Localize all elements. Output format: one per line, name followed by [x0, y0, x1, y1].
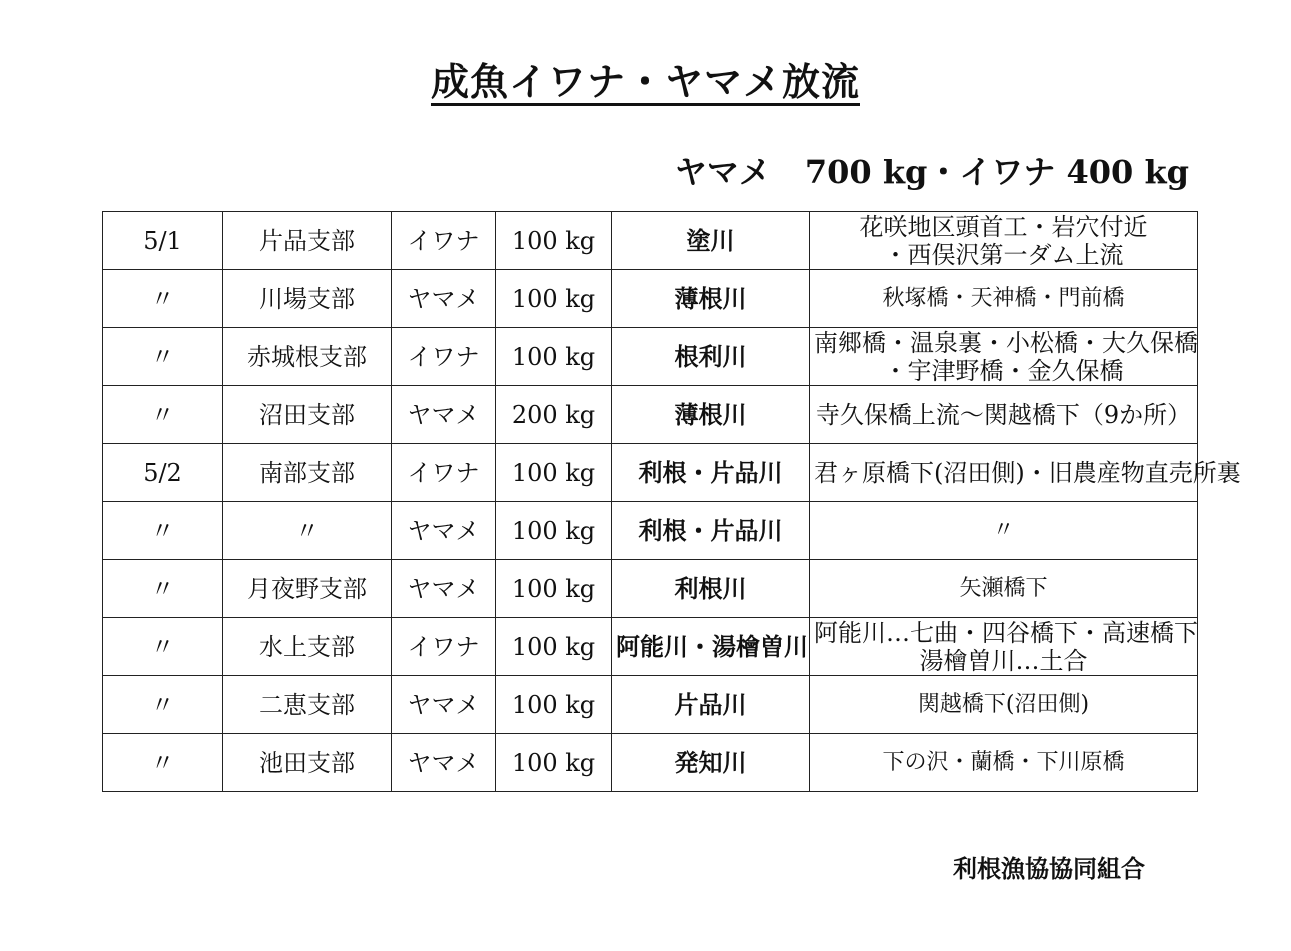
location-line: 君ヶ原橋下(沼田側)・旧農産物直売所裏	[814, 458, 1241, 487]
date-cell: 5/2	[103, 444, 223, 502]
weight-cell: 100 kg	[496, 734, 612, 792]
location-line: 南郷橋・温泉裏・小松橋・大久保橋	[814, 328, 1198, 357]
location-cell	[810, 618, 1198, 676]
branch-cell: 赤城根支部	[223, 328, 392, 386]
weight-cell: 100 kg	[496, 676, 612, 734]
release-table-body	[103, 212, 1241, 792]
table-row	[103, 270, 1198, 328]
date-cell: 5/1	[103, 212, 223, 270]
species-cell: イワナ	[392, 444, 496, 502]
location-cell	[810, 502, 1198, 560]
location-cell	[810, 560, 1198, 618]
table-row	[103, 502, 1198, 560]
species-cell: ヤマメ	[392, 734, 496, 792]
location-line: 花咲地区頭首工・岩穴付近	[859, 212, 1148, 241]
species-cell: ヤマメ	[392, 502, 496, 560]
weight-cell: 100 kg	[496, 212, 612, 270]
branch-cell: 片品支部	[223, 212, 392, 270]
branch-cell: 川場支部	[223, 270, 392, 328]
date-cell: 〃	[103, 328, 223, 386]
location-line: ・西俣沢第一ダム上流	[883, 240, 1124, 269]
species-cell: ヤマメ	[392, 386, 496, 444]
release-table	[102, 211, 1241, 792]
species-cell: ヤマメ	[392, 676, 496, 734]
branch-cell: 水上支部	[223, 618, 392, 676]
table-row	[103, 212, 1198, 270]
release-summary	[675, 150, 1189, 194]
river-cell: 薄根川	[612, 386, 810, 444]
table-row	[103, 560, 1198, 618]
location-line: 下の沢・蘭橋・下川原橋	[882, 749, 1125, 775]
location-line: 阿能川…七曲・四谷橋下・高速橋下	[814, 618, 1198, 647]
species-cell: イワナ	[392, 618, 496, 676]
weight-cell: 100 kg	[496, 328, 612, 386]
date-cell: 〃	[103, 618, 223, 676]
river-cell: 塗川	[612, 212, 810, 270]
river-cell: 薄根川	[612, 270, 810, 328]
organization-name: 利根漁協協同組合	[953, 854, 1145, 883]
river-cell: 利根・片品川	[612, 502, 810, 560]
title-text: 成魚イワナ・ヤマメ放流	[430, 59, 860, 104]
table-row	[103, 676, 1198, 734]
species-cell: イワナ	[392, 212, 496, 270]
location-line: 〃	[992, 517, 1015, 543]
species-cell: ヤマメ	[392, 560, 496, 618]
weight-cell: 200 kg	[496, 386, 612, 444]
location-cell	[810, 328, 1198, 386]
species-cell: イワナ	[392, 328, 496, 386]
date-cell: 〃	[103, 734, 223, 792]
table-row	[103, 734, 1198, 792]
branch-cell: 二恵支部	[223, 676, 392, 734]
location-line: ・宇津野橋・金久保橋	[883, 356, 1124, 385]
branch-cell: 沼田支部	[223, 386, 392, 444]
river-cell: 片品川	[612, 676, 810, 734]
summary-totals: 700 kg・イワナ 400 kg	[804, 153, 1189, 191]
branch-cell: 南部支部	[223, 444, 392, 502]
location-line: 湯檜曽川…土合	[919, 646, 1088, 675]
river-cell: 利根川	[612, 560, 810, 618]
weight-cell: 100 kg	[496, 618, 612, 676]
weight-cell: 100 kg	[496, 444, 612, 502]
date-cell: 〃	[103, 502, 223, 560]
location-cell	[810, 386, 1198, 444]
date-cell: 〃	[103, 676, 223, 734]
date-cell: 〃	[103, 386, 223, 444]
location-cell	[810, 734, 1198, 792]
location-line: 秋塚橋・天神橋・門前橋	[882, 285, 1125, 311]
river-cell: 根利川	[612, 328, 810, 386]
branch-cell: 月夜野支部	[223, 560, 392, 618]
location-line: 関越橋下(沼田側)	[917, 691, 1090, 717]
weight-cell: 100 kg	[496, 270, 612, 328]
branch-cell: 〃	[223, 502, 392, 560]
location-line: 寺久保橋上流～関越橋下（9か所）	[815, 400, 1192, 429]
river-cell: 利根・片品川	[612, 444, 810, 502]
location-cell	[810, 444, 1241, 502]
branch-cell: 池田支部	[223, 734, 392, 792]
weight-cell: 100 kg	[496, 502, 612, 560]
date-cell: 〃	[103, 560, 223, 618]
location-cell	[810, 212, 1198, 270]
page-title	[0, 56, 1291, 108]
date-cell: 〃	[103, 270, 223, 328]
table-row	[103, 328, 1198, 386]
location-cell	[810, 676, 1198, 734]
table-row	[103, 386, 1198, 444]
river-cell: 発知川	[612, 734, 810, 792]
table-row	[103, 444, 1198, 502]
weight-cell: 100 kg	[496, 560, 612, 618]
location-cell	[810, 270, 1198, 328]
location-line: 矢瀬橋下	[959, 575, 1048, 601]
river-cell: 阿能川・湯檜曽川	[612, 618, 810, 676]
table-row	[103, 618, 1198, 676]
summary-yamame: ヤマメ	[674, 153, 771, 191]
species-cell: ヤマメ	[392, 270, 496, 328]
